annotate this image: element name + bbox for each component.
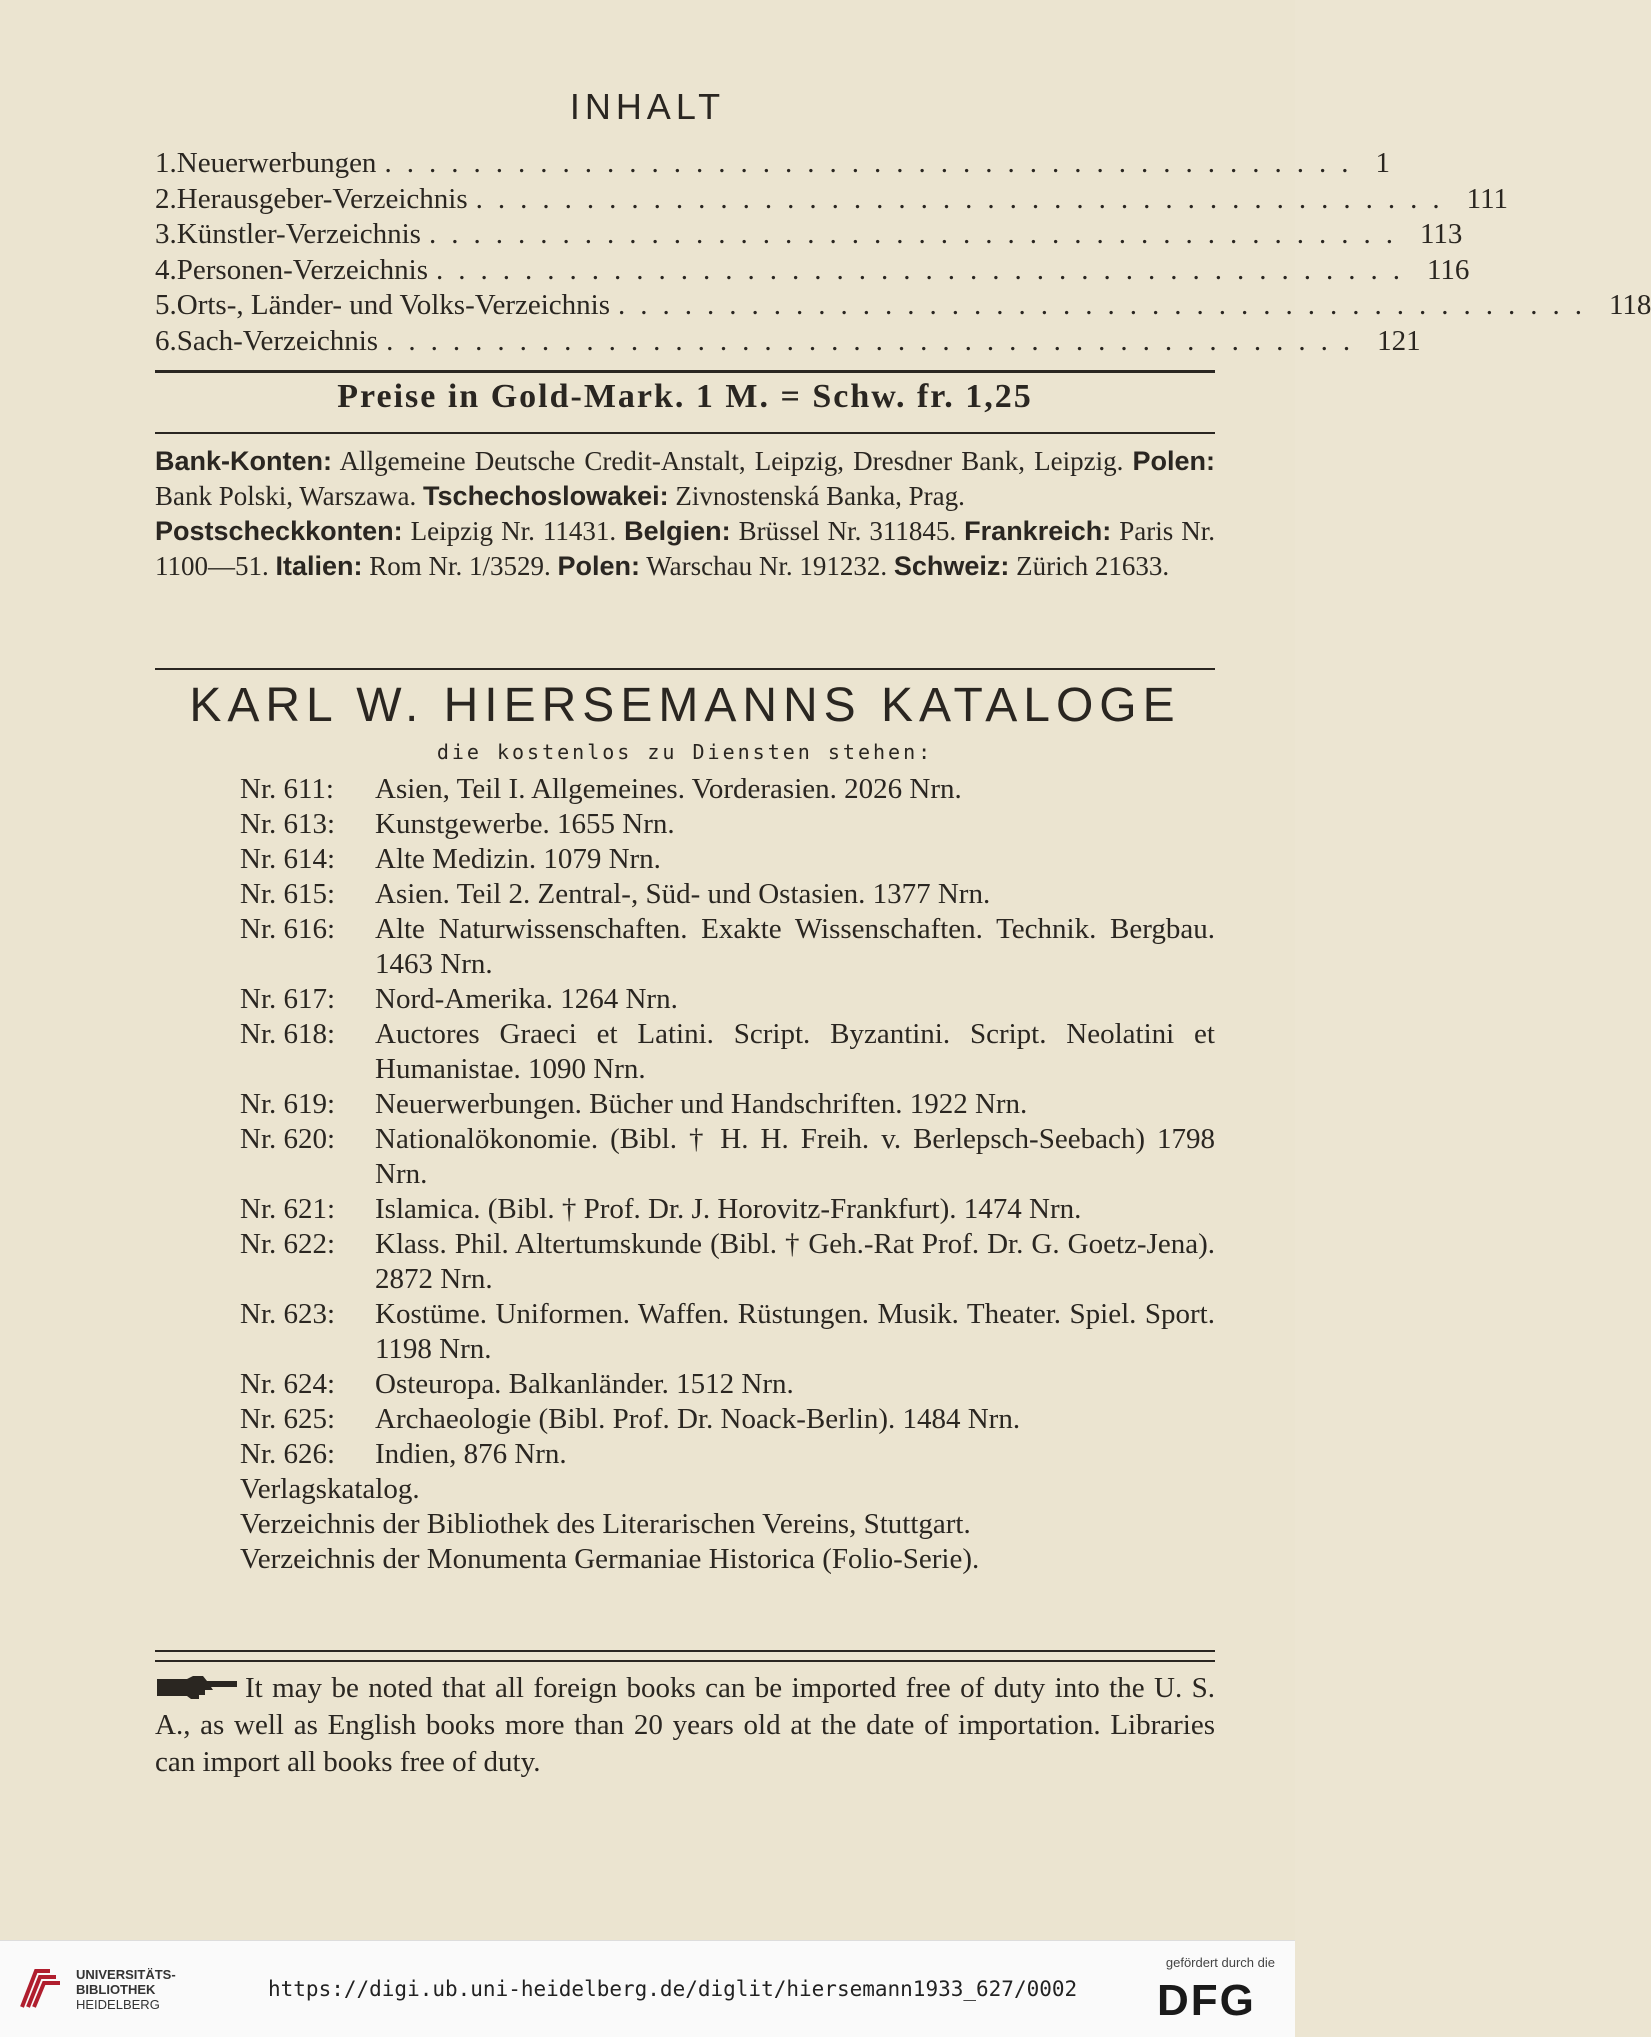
catalog-description: Nord-Amerika. 1264 Nrn. (375, 983, 678, 1015)
toc-number: 5. (155, 289, 177, 321)
toc-leader: ............................................ (428, 218, 1408, 250)
bank-text: Paris Nr. 1100—51. (155, 516, 1216, 581)
bank-text: Zürich 21633. (1009, 551, 1170, 581)
catalog-number: Nr. 615: (240, 878, 336, 910)
toc-page: 1 (1375, 147, 1390, 179)
catalog-entry (240, 982, 1215, 1017)
catalog-description: Kostüme. Uniformen. Waffen. Rüstungen. Musik. Theater. Spiel. Sport. 1198 Nrn. (375, 1298, 1215, 1365)
catalog-title: KARL W. HIERSEMANNS KATALOGE (189, 679, 1181, 732)
catalog-entry (240, 772, 1215, 807)
double-divider-rule (155, 1650, 1215, 1662)
catalog-entry (240, 912, 1215, 982)
catalog-number: Nr. 622: (240, 1228, 336, 1260)
import-note-text: It may be noted that all foreign books can be imported free of duty into the U. S. A., as well as English books more than 20 years old at the date of importation. Libraries can import all books free of duty. (155, 1672, 1215, 1778)
price-note: Preise in Gold-Mark. 1 M. = Schw. fr. 1,25 (337, 378, 1033, 415)
toc-number: 4. (155, 253, 177, 286)
toc-number: 2. (155, 182, 177, 215)
catalog-description: Archaeologie (Bibl. Prof. Dr. Noack-Berlin). 1484 Nrn. (375, 1403, 1021, 1435)
catalog-entry (240, 807, 1215, 842)
bank-label: Belgien: (624, 516, 731, 546)
bank-text: Warschau Nr. 191232. (640, 551, 894, 581)
toc-entry (155, 253, 1470, 289)
catalog-description: Neuerwerbungen. Bücher und Handschriften. 1922 Nrn. (375, 1088, 1028, 1120)
toc-number: 1. (155, 147, 177, 179)
catalog-description: Kunstgewerbe. 1655 Nrn. (375, 808, 675, 840)
catalog-description: Klass. Phil. Altertumskunde (Bibl. † Geh.-Rat Prof. Dr. G. Goetz-Jena). 2872 Nrn. (375, 1228, 1215, 1295)
bank-text: Leipzig Nr. 11431. (402, 516, 625, 546)
toc-leader: ............................................ (386, 324, 1366, 357)
catalog-list (240, 772, 1215, 1577)
dfg-logo-text: DFG (1157, 1976, 1256, 2025)
toc-title: Personen-Verzeichnis (176, 253, 428, 286)
catalog-entry (240, 842, 1215, 877)
extra-catalog: Verzeichnis der Bibliothek des Literarischen Vereins, Stuttgart. (240, 1508, 971, 1540)
bank-paragraph (155, 444, 1215, 514)
dfg-logo-icon (1155, 1976, 1273, 2025)
toc-leader: ............................................ (475, 182, 1455, 215)
table-of-contents (155, 146, 1651, 359)
toc-number: 3. (155, 218, 177, 250)
catalog-description: Auctores Graeci et Latini. Script. Byzantini. Script. Neolatini et Humanistae. 1090 Nrn. (375, 1018, 1215, 1085)
catalog-number: Nr. 624: (240, 1368, 336, 1400)
bank-label: Polen: (1132, 446, 1215, 476)
toc-page: 111 (1466, 182, 1508, 215)
toc-page: 113 (1419, 218, 1463, 250)
catalog-description: Indien, 876 Nrn. (375, 1438, 567, 1470)
divider-rule (155, 432, 1215, 434)
university-library-logo-icon (12, 1963, 66, 2017)
catalog-entry (240, 1087, 1215, 1122)
catalog-entry (240, 877, 1215, 912)
catalog-number: Nr. 617: (240, 983, 336, 1015)
bank-accounts (155, 444, 1215, 584)
viewer-footer (0, 1940, 1295, 2037)
library-name-line: HEIDELBERG (76, 1997, 160, 2012)
catalog-description: Islamica. (Bibl. † Prof. Dr. J. Horovitz-Frankfurt). 1474 Nrn. (375, 1193, 1082, 1225)
catalog-entry (240, 1297, 1215, 1367)
import-note (155, 1670, 1215, 1781)
catalog-number: Nr. 623: (240, 1298, 336, 1330)
catalog-number: Nr. 621: (240, 1193, 336, 1225)
library-name-line: BIBLIOTHEK (76, 1982, 156, 1997)
catalog-description: Osteuropa. Balkanländer. 1512 Nrn. (375, 1368, 794, 1400)
catalog-entry (240, 1367, 1215, 1402)
toc-entry (155, 182, 1508, 218)
bank-text: Bank Polski, Warszawa. (155, 481, 424, 511)
bank-label: Bank-Konten: (155, 446, 332, 476)
divider-rule (155, 668, 1215, 670)
funding-caption: gefördert durch die (1165, 1955, 1275, 1970)
catalog-entry (240, 1122, 1215, 1192)
bank-label: Schweiz: (893, 551, 1010, 581)
catalog-number: Nr. 614: (240, 843, 336, 875)
bank-label: Italien: (275, 551, 363, 581)
toc-title: Künstler-Verzeichnis (176, 218, 421, 250)
toc-title: Sach-Verzeichnis (176, 324, 379, 357)
toc-page: 121 (1377, 324, 1421, 357)
bank-label: Frankreich: (964, 516, 1112, 546)
toc-leader: ............................................ (384, 147, 1364, 179)
bank-text: Brüssel Nr. 311845. (730, 516, 965, 546)
catalog-description: Asien. Teil 2. Zentral-, Süd- und Ostasien. 1377 Nrn. (375, 878, 991, 910)
extra-catalog: Verlagskatalog. (240, 1473, 420, 1505)
catalog-number: Nr. 619: (240, 1088, 336, 1120)
catalog-description: Nationalökonomie. (Bibl. † H. H. Freih. v. Berlepsch-Seebach) 1798 Nrn. (375, 1123, 1215, 1190)
permalink-url[interactable]: https://digi.ub.uni-heidelberg.de/diglit/hiersemann1933_627/0002 (268, 1977, 1078, 2001)
catalog-number: Nr. 618: (240, 1018, 336, 1050)
catalog-entry (240, 1227, 1215, 1297)
library-name-line: UNIVERSITÄTS- (76, 1967, 176, 1982)
bank-text: Allgemeine Deutsche Credit-Anstalt, Leipzig, Dresdner Bank, Leipzig. (332, 446, 1133, 476)
bank-text: Zivnostenská Banka, Prag. (668, 481, 965, 511)
pointing-hand-icon (155, 1673, 239, 1701)
toc-heading: INHALT (569, 86, 726, 127)
toc-leader: ............................................ (618, 289, 1597, 321)
catalog-subtitle: die kostenlos zu Diensten stehen: (436, 740, 934, 764)
library-name (76, 1967, 176, 2012)
catalog-number: Nr. 625: (240, 1403, 336, 1435)
toc-title: Orts-, Länder- und Volks-Verzeichnis (176, 289, 610, 321)
toc-page: 118 (1609, 289, 1651, 321)
bank-text: Rom Nr. 1/3529. (362, 551, 558, 581)
toc-title: Herausgeber-Verzeichnis (176, 182, 468, 215)
postscheck-paragraph (155, 514, 1215, 584)
catalog-number: Nr. 626: (240, 1438, 336, 1470)
catalog-number: Nr. 611: (240, 773, 334, 805)
catalog-number: Nr. 613: (240, 808, 336, 840)
catalog-entry (240, 1192, 1215, 1227)
bank-label: Postscheckkonten: (155, 516, 403, 546)
catalog-entry (240, 1017, 1215, 1087)
catalog-description: Alte Naturwissenschaften. Exakte Wissenschaften. Technik. Bergbau. 1463 Nrn. (375, 913, 1215, 980)
extra-catalog: Verzeichnis der Monumenta Germaniae Historica (Folio-Serie). (240, 1543, 980, 1575)
toc-leader: ............................................ (436, 253, 1415, 286)
toc-page: 116 (1427, 253, 1470, 286)
toc-title: Neuerwerbungen (176, 147, 377, 179)
catalog-entry (240, 1402, 1215, 1437)
catalog-number: Nr. 620: (240, 1123, 336, 1155)
divider-rule (155, 370, 1215, 373)
bank-label: Tschechoslowakei: (423, 481, 669, 511)
toc-entry (155, 146, 1390, 182)
catalog-number: Nr. 616: (240, 913, 336, 945)
catalog-entry (240, 1437, 1215, 1472)
toc-number: 6. (155, 324, 177, 357)
toc-entry (155, 288, 1651, 324)
toc-entry (155, 217, 1463, 253)
bank-label: Polen: (557, 551, 641, 581)
toc-entry (155, 324, 1421, 360)
catalog-description: Asien, Teil I. Allgemeines. Vorderasien. 2026 Nrn. (375, 773, 962, 805)
catalog-description: Alte Medizin. 1079 Nrn. (375, 843, 661, 875)
